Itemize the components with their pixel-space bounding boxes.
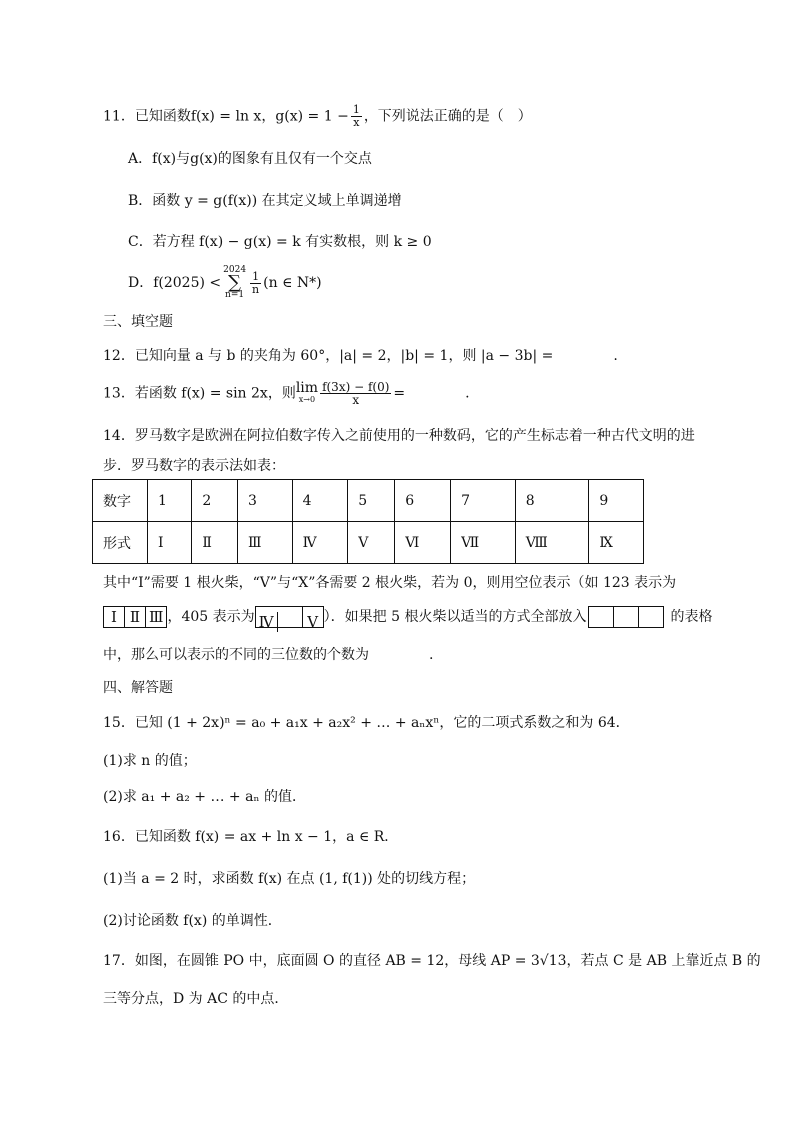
q11-option-b: B．函数 y = g(f(x)) 在其定义域上单调递增 bbox=[128, 193, 402, 209]
table-cell: 6 bbox=[395, 480, 451, 522]
q13-stem bbox=[103, 381, 470, 406]
q11-frac-den: x bbox=[353, 116, 360, 129]
q11-option-d-post: (n ∈ N*) bbox=[263, 275, 322, 291]
q13-post: = bbox=[393, 385, 406, 402]
box-cell: Ⅰ bbox=[104, 607, 125, 627]
box-cell bbox=[589, 607, 614, 627]
q16-part2: (2)讨论函数 f(x) 的单调性． bbox=[103, 913, 282, 929]
table-cell: 1 bbox=[148, 480, 192, 522]
table-header-cell: 形式 bbox=[93, 522, 148, 564]
table-cell: 4 bbox=[292, 480, 348, 522]
sum-lower: n=1 bbox=[225, 290, 245, 300]
empty-three-boxes bbox=[588, 606, 664, 628]
q14-line3: 其中“Ⅰ”需要 1 根火柴，“Ⅴ”与“X”各需要 2 根火柴，若为 0，则用空位表示（如 123 表示为 bbox=[103, 575, 677, 591]
table-header-cell: 数字 bbox=[93, 480, 148, 522]
q11-frac-num: 1 bbox=[352, 103, 360, 116]
table-cell: 2 bbox=[192, 480, 238, 522]
q13-end: . bbox=[465, 385, 470, 402]
box-cell: Ⅱ bbox=[125, 607, 146, 627]
q11-option-d bbox=[128, 266, 322, 300]
box-cell bbox=[614, 607, 639, 627]
table-cell: Ⅱ bbox=[192, 522, 238, 564]
example-405-boxes bbox=[255, 606, 324, 631]
q17-line1: 17．如图，在圆锥 PO 中，底面圆 O 的直径 AB = 12，母线 AP = 3√13，若点 C 是 AB 上靠近点 B 的 bbox=[103, 953, 761, 969]
q16-stem: 16．已知函数 f(x) = ax + ln x − 1，a ∈ R． bbox=[103, 829, 399, 845]
q12-end: . bbox=[613, 348, 618, 364]
table-cell: Ⅸ bbox=[589, 522, 644, 564]
table-cell: Ⅳ bbox=[292, 522, 348, 564]
table-cell: Ⅲ bbox=[238, 522, 293, 564]
box-cell bbox=[639, 607, 663, 627]
q11-fraction bbox=[351, 104, 362, 129]
table-cell: 7 bbox=[451, 480, 516, 522]
q12-stem bbox=[103, 345, 618, 365]
q11-option-d-pre: D．f(2025) < bbox=[128, 275, 222, 291]
q14-line4-mid: ，405 表示为 bbox=[167, 609, 255, 625]
section-heading-answer: 四、解答题 bbox=[103, 680, 173, 696]
table-row bbox=[93, 480, 644, 522]
q11-d-frac-den: n bbox=[252, 282, 260, 296]
table-cell: Ⅴ bbox=[348, 522, 395, 564]
limit-symbol bbox=[295, 379, 319, 405]
q14-line2: 步．罗马数字的表示法如表： bbox=[103, 458, 285, 474]
q17-line2: 三等分点，D 为 AC 的中点． bbox=[103, 991, 289, 1007]
example-123-boxes bbox=[103, 606, 167, 628]
table-cell: Ⅰ bbox=[148, 522, 192, 564]
table-cell: 9 bbox=[589, 480, 644, 522]
q14-line1: 14．罗马数字是欧洲在阿拉伯数字传入之前使用的一种数码，它的产生标志着一种古代文明的进 bbox=[103, 428, 695, 444]
q14-line4-end: 的表格 bbox=[670, 609, 713, 625]
q14-line5-text: 中，那么可以表示的不同的三位数的个数为 bbox=[103, 647, 369, 663]
q11-suffix: ，下列说法正确的是（ ） bbox=[363, 108, 532, 125]
q11-option-c: C．若方程 f(x) − g(x) = k 有实数根，则 k ≥ 0 bbox=[128, 234, 432, 250]
q14-line5 bbox=[103, 644, 433, 664]
box-cell: Ⅴ bbox=[307, 613, 319, 631]
table-row bbox=[93, 522, 644, 564]
q11-gx: g(x) = 1 − bbox=[275, 108, 349, 125]
section-heading-fill-in: 三、填空题 bbox=[103, 314, 173, 330]
q15-stem: 15．已知 (1 + 2x)ⁿ = a₀ + a₁x + a₂x² + … + aₙxⁿ，它的二项式系数之和为 64． bbox=[103, 715, 630, 731]
q15-part1: (1)求 n 的值； bbox=[103, 753, 197, 769]
table-cell: 8 bbox=[515, 480, 589, 522]
box-cell: Ⅳ bbox=[256, 612, 278, 632]
sigma-icon: ∑ bbox=[228, 272, 242, 293]
lim-word: lim bbox=[295, 379, 319, 396]
table-cell: Ⅵ bbox=[395, 522, 451, 564]
sum-upper: 2024 bbox=[223, 265, 247, 275]
lim-sub: x→0 bbox=[298, 394, 316, 404]
table-cell: Ⅷ bbox=[515, 522, 589, 564]
box-cell bbox=[278, 607, 303, 627]
q11-d-frac-num: 1 bbox=[250, 271, 261, 284]
q11-sep: ， bbox=[261, 108, 276, 125]
q13-pre: 13．若函数 f(x) = sin 2x，则 bbox=[103, 385, 296, 402]
q14-line5-end: . bbox=[429, 647, 434, 663]
q11-fx: f(x) = ln x bbox=[190, 108, 262, 125]
q13-num: f(3x) − f(0) bbox=[322, 380, 390, 394]
q13-fraction bbox=[320, 381, 391, 406]
box-cell: Ⅲ bbox=[149, 608, 164, 626]
q11-option-a: A．f(x)与g(x)的图象有且仅有一个交点 bbox=[128, 151, 372, 167]
q11-stem bbox=[103, 104, 532, 129]
table-cell: 3 bbox=[238, 480, 293, 522]
roman-numeral-table bbox=[92, 479, 644, 564]
sum-symbol bbox=[223, 266, 246, 300]
q16-part1: (1)当 a = 2 时，求函数 f(x) 在点 (1, f(1)) 处的切线方程； bbox=[103, 871, 476, 887]
table-cell: Ⅶ bbox=[451, 522, 516, 564]
q11-prefix: 11．已知函数 bbox=[103, 108, 191, 125]
q14-line4 bbox=[103, 606, 713, 631]
table-cell: 5 bbox=[348, 480, 395, 522]
q13-den: x bbox=[352, 393, 360, 407]
q11-d-fraction bbox=[250, 271, 261, 296]
q12-text: 12．已知向量 a 与 b 的夹角为 60°，|a| = 2，|b| = 1，则 |a − 3b| = bbox=[103, 348, 554, 364]
q15-part2: (2)求 a₁ + a₂ + … + aₙ 的值． bbox=[103, 789, 306, 805]
q14-line4-post: ）．如果把 5 根火柴以适当的方式全部放入 bbox=[323, 609, 587, 625]
